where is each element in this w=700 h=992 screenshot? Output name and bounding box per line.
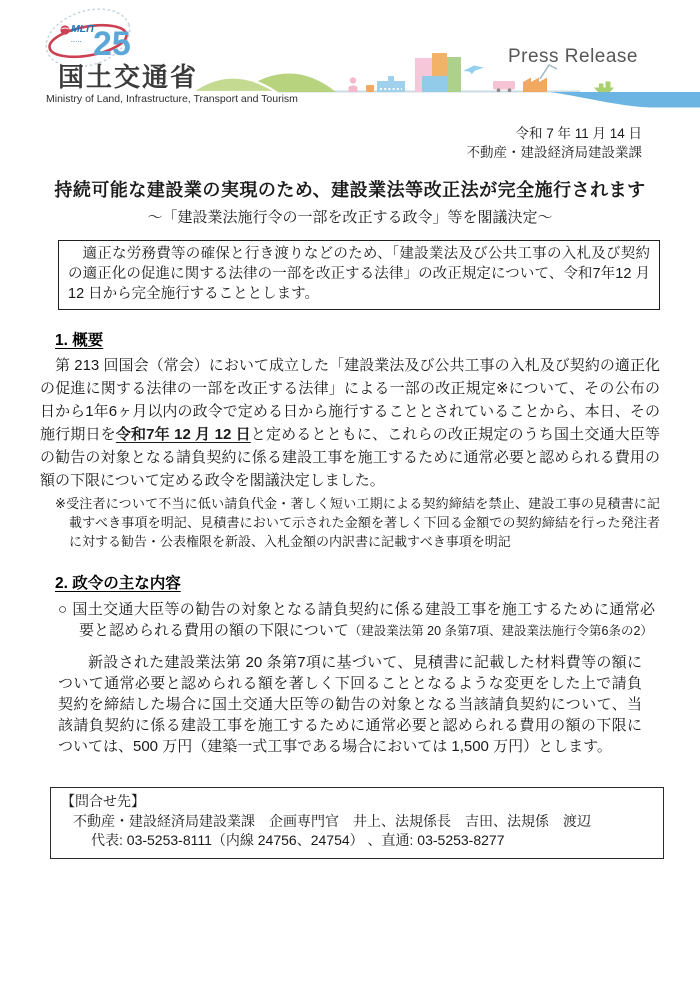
header (0, 0, 700, 118)
cabinet-order-item (58, 599, 655, 642)
hills-icon (192, 74, 336, 93)
contents-paragraph: 新設された建設業法第 20 条第7項に基づいて、見積書に記載した材料費等の額について通常必要と認められる額を著しく下回ることとなるような変更をした上で請負契約を締結した場合に国土交通大臣等の勧告の対象となる当該請負契約について、当該請負契約に係る建設工事を施工するために通常必要と認められる費用の額の下限については、500 万円（建築一式工事である場合においては 1,500 万円）とします。 (58, 654, 642, 755)
overview-text-after: と定めるとともに、これらの改正規定のうち国土交通大臣等の勧告の対象となる請負契約に係る建設工事を施工するために通常必要と認められる費用の額の下限について定める政令を閣議決定しました。 (40, 426, 660, 489)
cabinet-order-item-text: 国土交通大臣等の勧告の対象となる請負契約に係る建設工事を施工するために通常必要と認められる費用の額の下限について (72, 601, 655, 639)
section1-heading: 1. 概要 (55, 332, 104, 349)
law-reference: （建設業法第 20 条第7項、建設業法施行令第6条の2） (348, 624, 653, 638)
ministry-name-ja: 国土交通省 (58, 62, 199, 92)
small-building-icon (366, 85, 374, 92)
badge-mlit-text-echo: ..... (71, 35, 83, 44)
overview-footnote: ※受注者について不当に低い請負代金・著しく短い工期による契約締結を禁止、建設工事の見積書に記載すべき事項を明記、見積書において示された金額を著しく下回る金額での契約締結を行った発注者に対する勧告・公表権限を新設、入札金額の内訳書に記載すべき事項を明記 (55, 496, 660, 549)
person-icon (349, 77, 358, 92)
sea-wave-shape (550, 92, 700, 108)
globe-icon (60, 25, 69, 34)
badge-25-text: 25 (93, 25, 131, 63)
overview-text-before: 第 213 回国会（常会）において成立した「建設業法及び公共工事の入札及び契約の適正化の促進に関する法律の一部を改正する法律」による一部の改正規定※について、その公布の日から1年6ヶ月以内の政令で定める日から施行することとされていることから、本日、その施行期日を (40, 357, 660, 443)
section-overview (0, 328, 700, 551)
airplane-icon (463, 66, 484, 75)
section-contents (0, 571, 700, 757)
buildings-icon (415, 53, 461, 92)
document-meta (0, 124, 642, 162)
contact-staff: 不動産・建設経済局建設業課 企画専門官 井上、法規係長 吉田、法規係 渡辺 (73, 812, 591, 829)
factory-icon (523, 65, 557, 92)
document-department: 不動産・建設経済局建設業課 (466, 145, 642, 160)
contact-box (50, 787, 664, 859)
overview-paragraph (40, 354, 660, 492)
ministry-name-en: Ministry of Land, Infrastructure, Transport and Tourism (46, 93, 298, 105)
document-subtitle: ～「建設業法施行令の一部を改正する政令」等を閣議決定～ (147, 209, 553, 226)
badge-mlit-text: MLIT (71, 23, 96, 35)
cityscape-illustration (188, 52, 700, 116)
circle-bullet-icon: ○ (58, 601, 68, 618)
section2-heading: 2. 政令の主な内容 (55, 575, 181, 592)
contact-phone: 代表: 03-5253-8111（内線 24756、24754） 、直通: 03-5253-8277 (91, 832, 505, 848)
document-date: 令和 7 年 11 月 14 日 (515, 126, 642, 141)
truck-icon (493, 81, 515, 92)
summary-box (58, 240, 660, 310)
effective-date-emphasis: 令和7年 12 月 12 日 (115, 426, 251, 443)
press-release-label: Press Release (507, 46, 638, 67)
school-building-icon (377, 76, 405, 92)
contact-label: 【問合せ先】 (61, 793, 145, 809)
document-title: 持続可能な建設業の実現のため、建設業法等改正法が完全施行されます (54, 180, 646, 200)
summary-text: 適正な労務費等の確保と行き渡りなどのため、「建設業法及び公共工事の入札及び契約の適正化の促進に関する法律の一部を改正する法律」の改正規定について、令和7年12 月12 日から完全施行することとします。 (68, 246, 650, 302)
boat-icon (594, 82, 614, 93)
